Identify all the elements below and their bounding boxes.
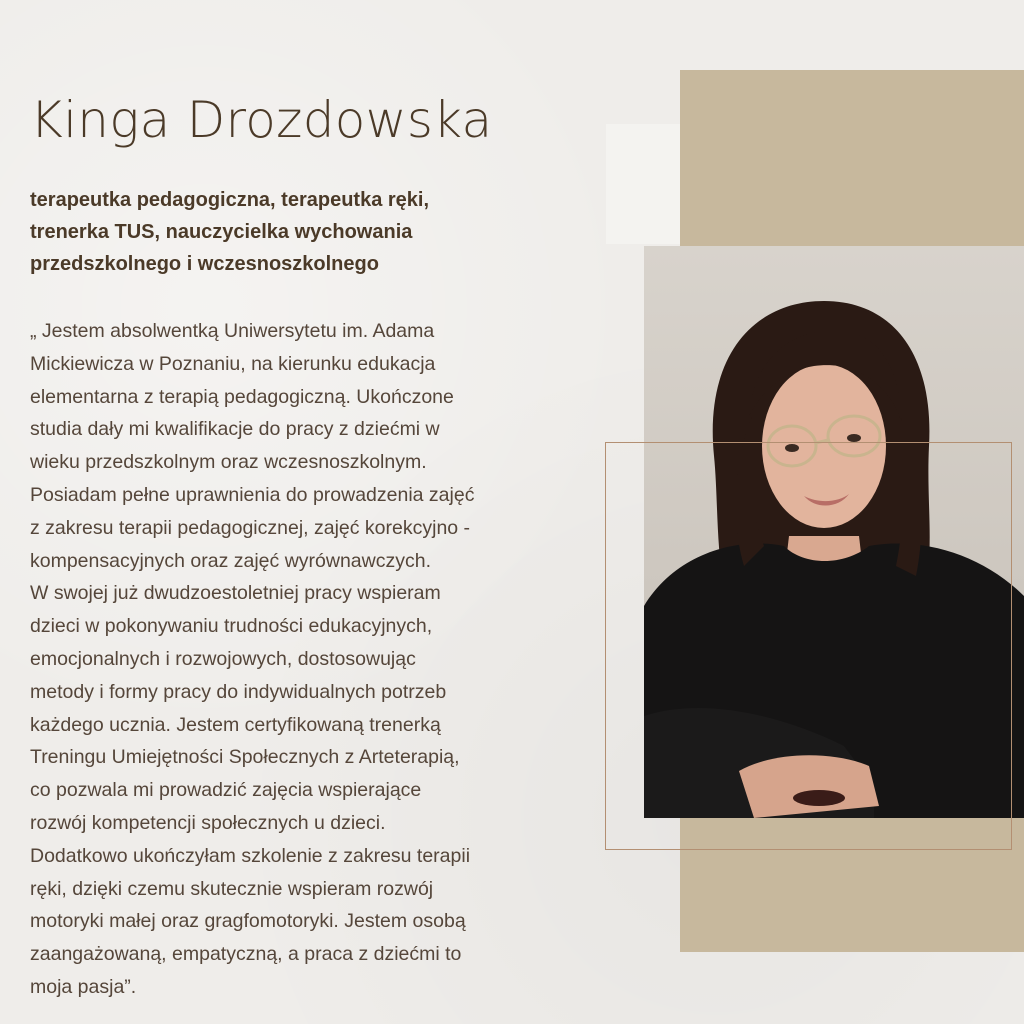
bio-line: motoryki małej oraz gragfomotoryki. Jestem osobą — [30, 910, 466, 933]
bio-line: elementarna z terapią pedagogiczną. Ukończone — [30, 385, 454, 408]
bio-line: studia dały mi kwalifikacje do pracy z dziećmi w — [30, 418, 440, 441]
roles-line: terapeutka pedagogiczna, terapeutka ręki, — [30, 189, 430, 211]
bio-line: rozwój kompetencji społecznych u dzieci. — [30, 811, 386, 834]
roles-line: trenerka TUS, nauczycielka wychowania — [30, 221, 413, 243]
person-name: Kinga Drozdowska — [30, 91, 493, 149]
bio-line: „ Jestem absolwentką Uniwersytetu im. Adama — [30, 320, 435, 342]
bio-line: ręki, dzięki czemu skutecznie wspieram rozwój — [30, 877, 434, 900]
bio-line: Mickiewicza w Poznaniu, na kierunku edukacja — [30, 352, 436, 375]
bio-line: Posiadam pełne uprawnienia do prowadzenia zajęć — [30, 483, 475, 506]
bio-line: metody i formy pracy do indywidualnych potrzeb — [30, 680, 447, 703]
bio-line: moja pasja”. — [30, 975, 137, 998]
roles-line: przedszkolnego i wczesnoszkolnego — [30, 253, 379, 275]
decorative-tan-block-top — [680, 70, 1024, 246]
bio-quote — [30, 315, 610, 1004]
bio-line: wieku przedszkolnym oraz wczesnoszkolnym. — [30, 451, 427, 474]
bio-line: dzieci w pokonywaniu trudności edukacyjnych, — [30, 615, 433, 638]
decorative-outline-frame — [605, 442, 1012, 850]
bio-line: emocjonalnych i rozwojowych, dostosowując — [30, 647, 416, 670]
bio-line: co pozwala mi prowadzić zajęcia wspierające — [30, 779, 422, 802]
bio-line: każdego ucznia. Jestem certyfikowaną trenerką — [30, 713, 441, 736]
bio-line: z zakresu terapii pedagogicznej, zajęć korekcyjno - — [30, 516, 471, 539]
roles-heading — [30, 184, 550, 280]
bio-line: W swojej już dwudzoestoletniej pracy wspieram — [30, 582, 441, 605]
bio-line: Treningu Umiejętności Społecznych z Arteterapią, — [30, 746, 460, 769]
bio-line: kompensacyjnych oraz zajęć wyrównawczych. — [30, 549, 431, 572]
bio-line: Dodatkowo ukończyłam szkolenie z zakresu terapii — [30, 844, 471, 867]
bio-line: zaangażowaną, empatyczną, a praca z dziećmi to — [30, 943, 462, 966]
